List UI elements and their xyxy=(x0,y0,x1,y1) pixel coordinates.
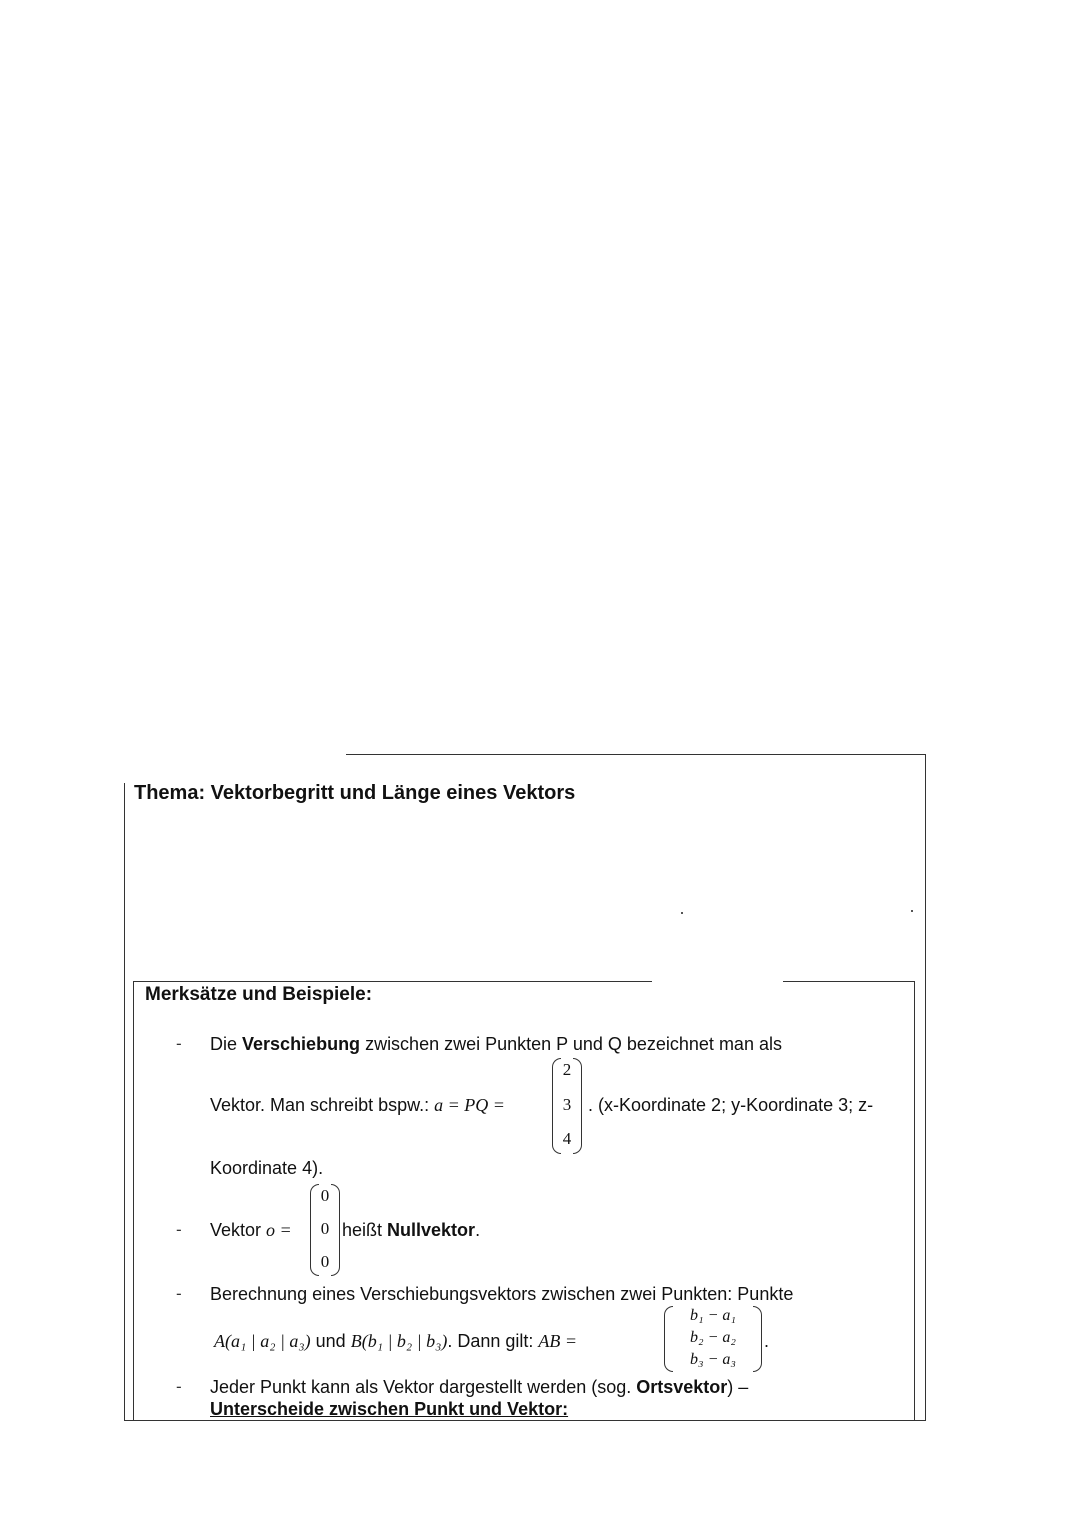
section-title: Merksätze und Beispiele: xyxy=(145,984,373,1005)
vector-2-3-4: 2 3 4 xyxy=(552,1058,582,1154)
item1-line1: Die Verschiebung zwischen zwei Punkten P und Q bezeichnet man als xyxy=(210,1034,782,1054)
bullet-marker: - xyxy=(176,1034,182,1053)
box-right-line xyxy=(914,981,915,1420)
bullet-marker: - xyxy=(176,1284,182,1303)
frame-left-line xyxy=(124,783,125,1421)
box-left-line xyxy=(133,981,134,1420)
frame-top-line xyxy=(346,754,926,755)
box-top-line xyxy=(133,981,652,982)
null-vector: 0 0 0 xyxy=(310,1184,340,1276)
box-top-line xyxy=(783,981,914,982)
speck xyxy=(681,912,683,914)
bullet-marker: - xyxy=(176,1220,182,1239)
speck xyxy=(911,910,913,912)
difference-vector: b₁ − a₁ b₂ − a₂ b₃ − a₃ xyxy=(664,1306,762,1372)
formula-a-pq: a = PQ = xyxy=(434,1095,505,1115)
item2-line: Vektor o = xyxy=(210,1220,292,1240)
page-title: Thema: Vektorbegritt und Länge eines Vektors xyxy=(134,782,576,804)
item1-line2-end: . (x-Koordinate 2; y-Koordinate 3; z- xyxy=(588,1095,874,1115)
item3-line1: Berechnung eines Verschiebungsvektors zwischen zwei Punkten: Punkte xyxy=(210,1284,794,1304)
item3-line2: A(a₁ | a₂ | a₃) und B(b₁ | b₂ | b₃). Dann gilt: AB = xyxy=(214,1331,578,1351)
formula-ab: AB = xyxy=(538,1331,578,1351)
item1-line3: Koordinate 4). xyxy=(210,1158,324,1178)
item1-line2: Vektor. Man schreibt bspw.: a = PQ = xyxy=(210,1095,505,1115)
formula-o: o = xyxy=(266,1220,292,1240)
bullet-marker: - xyxy=(176,1377,182,1396)
item3-end: . xyxy=(764,1331,770,1351)
item4-line1: Jeder Punkt kann als Vektor dargestellt werden (sog. Ortsvektor) – xyxy=(210,1377,749,1397)
frame-right-line xyxy=(925,754,926,1421)
frame-bottom-line xyxy=(124,1420,926,1421)
item2-line-end: heißt Nullvektor. xyxy=(342,1220,481,1240)
item4-line2: Unterscheide zwischen Punkt und Vektor: xyxy=(210,1399,569,1419)
